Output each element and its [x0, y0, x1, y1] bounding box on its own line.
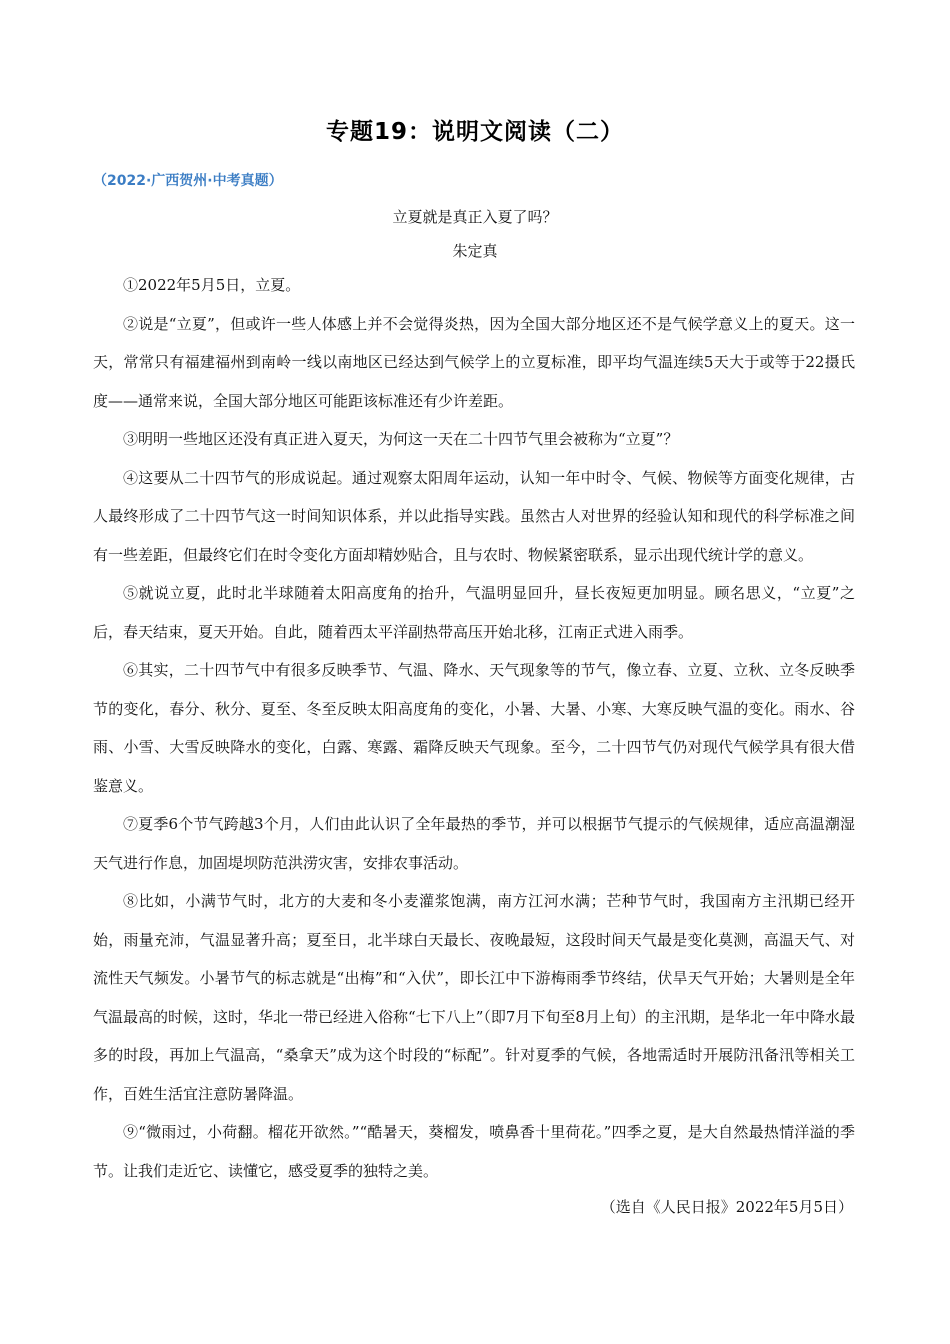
article-citation: （选自《人民日报》2022年5月5日） [600, 1198, 853, 1216]
article-body [93, 266, 855, 1190]
paragraph-4: ④这要从二十四节气的形成说起。通过观察太阳周年运动，认知一年中时令、气候、物候等方面变化规律，古人最终形成了二十四节气这一时间知识体系，并以此指导实践。虽然古人对世界的经验认知和现代的科学标准之间有一些差距，但最终它们在时令变化方面却精妙贴合，且与农时、物候紧密联系，显示出现代统计学的意义。 [93, 468, 855, 564]
article-author: 朱定真 [452, 242, 498, 260]
paragraph-2: ②说是“立夏”，但或许一些人体感上并不会觉得炎热，因为全国大部分地区还不是气候学意义上的夏天。这一天，常常只有福建福州到南岭一线以南地区已经达到气候学上的立夏标准，即平均气温连续5天大于或等于22摄氏度——通常来说，全国大部分地区可能距该标准还有少许差距。 [93, 314, 855, 410]
article-title: 立夏就是真正入夏了吗？ [392, 208, 558, 226]
paragraph-9: ⑨“微雨过，小荷翻。榴花开欲然。”“酷暑天，葵榴发，喷鼻香十里荷花。”四季之夏，是大自然最热情洋溢的季节。让我们走近它、读懂它，感受夏季的独特之美。 [93, 1123, 855, 1180]
paragraph-6: ⑥其实，二十四节气中有很多反映季节、气温、降水、天气现象等的节气，像立春、立夏、立秋、立冬反映季节的变化，春分、秋分、夏至、冬至反映太阳高度角的变化，小暑、大暑、小寒、大寒反映气温的变化。雨水、谷雨、小雪、大雪反映降水的变化，白露、寒露、霜降反映天气现象。至今，二十四节气仍对现代气候学具有很大借鉴意义。 [93, 661, 855, 795]
paragraph-3: ③明明一些地区还没有真正进入夏天，为何这一天在二十四节气里会被称为“立夏”？ [123, 430, 679, 448]
exam-source-tag: （2022·广西贺州·中考真题） [93, 173, 283, 189]
paragraph-8: ⑧比如，小满节气时，北方的大麦和冬小麦灌浆饱满，南方江河水满；芒种节气时，我国南方主汛期已经开始，雨量充沛，气温显著升高；夏至日，北半球白天最长、夜晚最短，这段时间天气最是变化莫测，高温天气、对流性天气频发。小暑节气的标志就是“出梅”和“入伏”，即长江中下游梅雨季节终结，伏旱天气开始；大暑则是全年气温最高的时候，这时，华北一带已经进入俗称“七下八上”（即7月下旬至8月上旬）的主汛期，是华北一年中降水最多的时段，再加上气温高，“桑拿天”成为这个时段的“标配”。针对夏季的气候，各地需适时开展防汛备汛等相关工作，百姓生活宜注意防暑降温。 [93, 892, 855, 1103]
paragraph-5: ⑤就说立夏，此时北半球随着太阳高度角的抬升，气温明显回升，昼长夜短更加明显。顾名思义，“立夏”之后，春天结束，夏天开始。自此，随着西太平洋副热带高压开始北移，江南正式进入雨季。 [93, 584, 855, 641]
page-title: 专题19：说明文阅读（二） [325, 119, 624, 145]
paragraph-1: ①2022年5月5日，立夏。 [123, 276, 301, 294]
paragraph-7: ⑦夏季6个节气跨越3个月，人们由此认识了全年最热的季节，并可以根据节气提示的气候规律，适应高温潮湿天气进行作息，加固堤坝防范洪涝灾害，安排农事活动。 [93, 815, 855, 872]
